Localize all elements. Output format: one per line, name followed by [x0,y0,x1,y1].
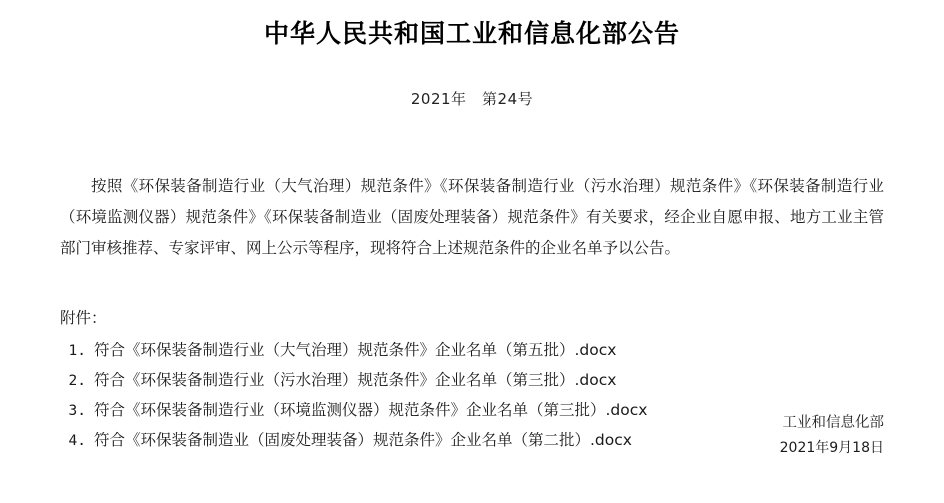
attachment-index: 1. [68,343,86,359]
attachment-index: 4. [68,433,86,449]
attachment-index: 3. [68,403,86,419]
signature-date: 2021年9月18日 [779,440,884,456]
attachment-index: 2. [68,373,86,389]
attachments-list [60,332,884,456]
list-item[interactable] [60,396,884,426]
attachment-name[interactable]: 符合《环保装备制造行业（环境监测仪器）规范条件》企业名单（第三批）.docx [94,401,648,419]
attachment-name[interactable]: 符合《环保装备制造业（固废处理装备）规范条件》企业名单（第二批）.docx [94,431,632,449]
page-title: 中华人民共和国工业和信息化部公告 [263,19,680,48]
list-item[interactable] [60,336,884,366]
signature-organization: 工业和信息化部 [782,415,884,431]
document-number: 2021年 第24号 [410,90,534,108]
attachment-name[interactable]: 符合《环保装备制造行业（污水治理）规范条件》企业名单（第三批）.docx [94,371,617,389]
attachment-name[interactable]: 符合《环保装备制造行业（大气治理）规范条件》企业名单（第五批）.docx [94,341,617,359]
signature-block [780,411,884,461]
list-item[interactable] [60,426,884,456]
list-item[interactable] [60,366,884,396]
document-body-paragraph: 按照《环保装备制造行业（大气治理）规范条件》《环保装备制造行业（污水治理）规范条件》《环保装备制造行业（环境监测仪器）规范条件》《环保装备制造业（固废处理装备）规范条件》有关要求，经企业自愿申报、地方工业主管部门审核推荐、专家评审、网上公示等程序，现将符合上述规范条件的企业名单予以公告。 [60,177,884,257]
attachments-label: 附件： [60,309,107,327]
